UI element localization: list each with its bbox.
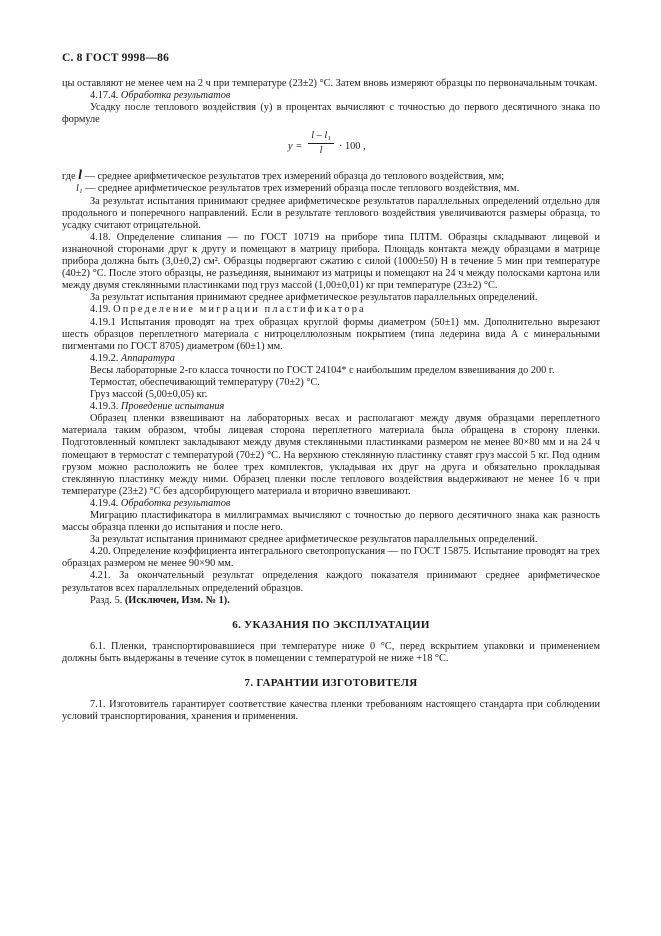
paragraph-p4: За результат испытания принимают среднее арифметическое результатов параллельных определений отдельно для продольного и поперечного направлений. Если в результате теплового воздействия увеличиваются размеры образца, то усадку считают отрицательной. (62, 195, 600, 231)
clause-4-19-2 (62, 353, 600, 365)
clause-number: 4.19. (90, 304, 111, 316)
paragraph-p1: цы оставляют не менее чем на 2 ч при температуре (23±2) °С. Затем вновь измеряют образцы по первоначальным точкам. (62, 78, 598, 89)
where-symbol-l1: l₁ (76, 183, 83, 195)
paragraph-p12: Груз массой (5,00±0,05) кг. (90, 389, 208, 401)
section-7-text: 7.1. Изготовитель гарантирует соответствие качества пленки требованиям настоящего стандарта при соблюдении условий транспортирования, хранения и применения. (62, 699, 600, 723)
section-6-title: 6. УКАЗАНИЯ ПО ЭКСПЛУАТАЦИИ (232, 618, 430, 631)
formula-rhs: · 100 , (339, 141, 366, 153)
clause-4-17-4 (62, 90, 600, 102)
where-line-1 (62, 170, 600, 183)
paragraph-p17: За результат испытания принимают среднее арифметическое результатов параллельных определений. (90, 534, 538, 546)
clause-4-19-4 (62, 498, 600, 510)
where-text-2: — среднее арифметическое результатов трех измерений образца после теплового воздействия, мм. (85, 183, 520, 195)
section-5-status: (Исключен, Изм. № 1). (124, 594, 230, 606)
formula-numerator: l – l₁ (308, 130, 334, 144)
clause-4-19-1: 4.19.1 Испытания проводят на трех образцах круглой формы диаметром (50±1) мм. Дополнительно вырезают шесть образцов переплетного материала с нитроцеллюлозным покрытием (типа ледерина вида А с минеральными пигментами по ГОСТ 8705) диаметром (60±1) мм. (62, 316, 600, 352)
where-text-1: — среднее арифметическое результатов трех измерений образца до теплового воздействия, мм; (84, 171, 505, 183)
paragraph-p6: За результат испытания принимают среднее арифметическое результатов параллельных определений. (90, 292, 538, 304)
clause-title: Обработка результатов (120, 497, 231, 509)
clause-4-21: 4.21. За окончательный результат определения каждого показателя принимают среднее арифметическое результатов всех параллельных определений образцов. (62, 570, 600, 594)
clause-title-spaced: Определение миграции пластификатора (113, 304, 366, 316)
clause-4-18: 4.18. Определение слипания — по ГОСТ 10719 на приборе типа ПЛТМ. Образцы складывают лицевой и изнаночной сторонами друг к другу и помещают в матрицу прибора. Площадь контакта между образцами в матрице прибора должна быть (3,0±0,2) см². Образцы подвергают сжатию с силой (1000±50) Н в течение 5 мин при температуре (40±2) °С. После этого образцы, не разъединяя, вынимают из матрицы и помещают на 24 ч между полосками картона или между двумя стеклянными пластинками под груз массой (1,00±0,01) кг при температуре (23±2) °С. (62, 231, 600, 292)
section-7-title: 7. ГАРАНТИИ ИЗГОТОВИТЕЛЯ (244, 677, 418, 690)
formula-equals: = (296, 141, 302, 153)
paragraph-p10: Весы лабораторные 2-го класса точности по ГОСТ 24104* с наибольшим пределом взвешивания до 200 г. (90, 364, 555, 376)
paragraph-p16: Миграцию пластификатора в миллиграммах вычисляют с точностью до первого десятичного знака как разность массы образца пленки до испытания и после него. (62, 510, 600, 534)
shrinkage-formula (62, 128, 600, 168)
section-6-text: 6.1. Пленки, транспортировавшиеся при температуре ниже 0 °С, перед вскрытием упаковки и применением должны быть выдержаны в течение суток в помещении с температурой не ниже +18 °С. (62, 640, 600, 664)
paragraph-p14: Образец пленки взвешивают на лабораторных весах и располагают между двумя образцами переплетного материала таким образом, чтобы лицевая сторона переплетного материала была обращена в сторону пленки. Подготовленный комплект закладывают между двумя стеклянными пластинками размером не менее 80×80 мм и на 24 ч помещают в термостат с температурой (70±2) °С. На верхнюю стеклянную пластинку ставят груз массой 5 кг. Под одним грузом можно расположить не более трех комплектов, укладывая их друг на друга и обязательно прокладывая стеклянную пластинку между ними. Образец пленки после теплового воздействия выдерживают не менее 16 ч при температуре (23±2) °С без адсорбирующего материала и вторично взвешивают. (62, 413, 600, 497)
clause-title: Проведение испытания (120, 401, 225, 413)
clause-number: 4.19.4. (90, 497, 119, 509)
clause-4-19 (62, 304, 600, 316)
clause-number: 4.17.4. (90, 90, 119, 102)
clause-4-19-3 (62, 401, 600, 413)
paragraph-p3: Усадку после теплового воздействия (y) в процентах вычисляют с точностью до первого десятичного знака по формуле (62, 102, 600, 126)
section-5-label: Разд. 5. (90, 594, 123, 606)
clause-title: Обработка результатов (120, 90, 231, 102)
clause-title: Аппаратура (120, 352, 175, 364)
clause-number: 4.19.3. (90, 401, 119, 413)
section-5-note (62, 595, 600, 607)
paragraph-p11: Термостат, обеспечивающий температуру (70±2) °С. (90, 376, 320, 388)
where-symbol-l: l (78, 168, 82, 184)
formula-fraction (308, 130, 334, 157)
formula-lhs: y (288, 141, 293, 153)
document-body (62, 78, 600, 723)
where-prefix: где (62, 171, 76, 183)
clause-4-20: 4.20. Определение коэффициента интегрального светопропускания — по ГОСТ 15875. Испытание проводят на трех образцах размером не менее 90×90 мм. (62, 546, 600, 570)
page-header: С. 8 ГОСТ 9998—86 (62, 52, 170, 64)
clause-number: 4.19.2. (90, 352, 119, 364)
formula-denominator: l (319, 145, 323, 157)
where-line-2 (62, 183, 600, 195)
